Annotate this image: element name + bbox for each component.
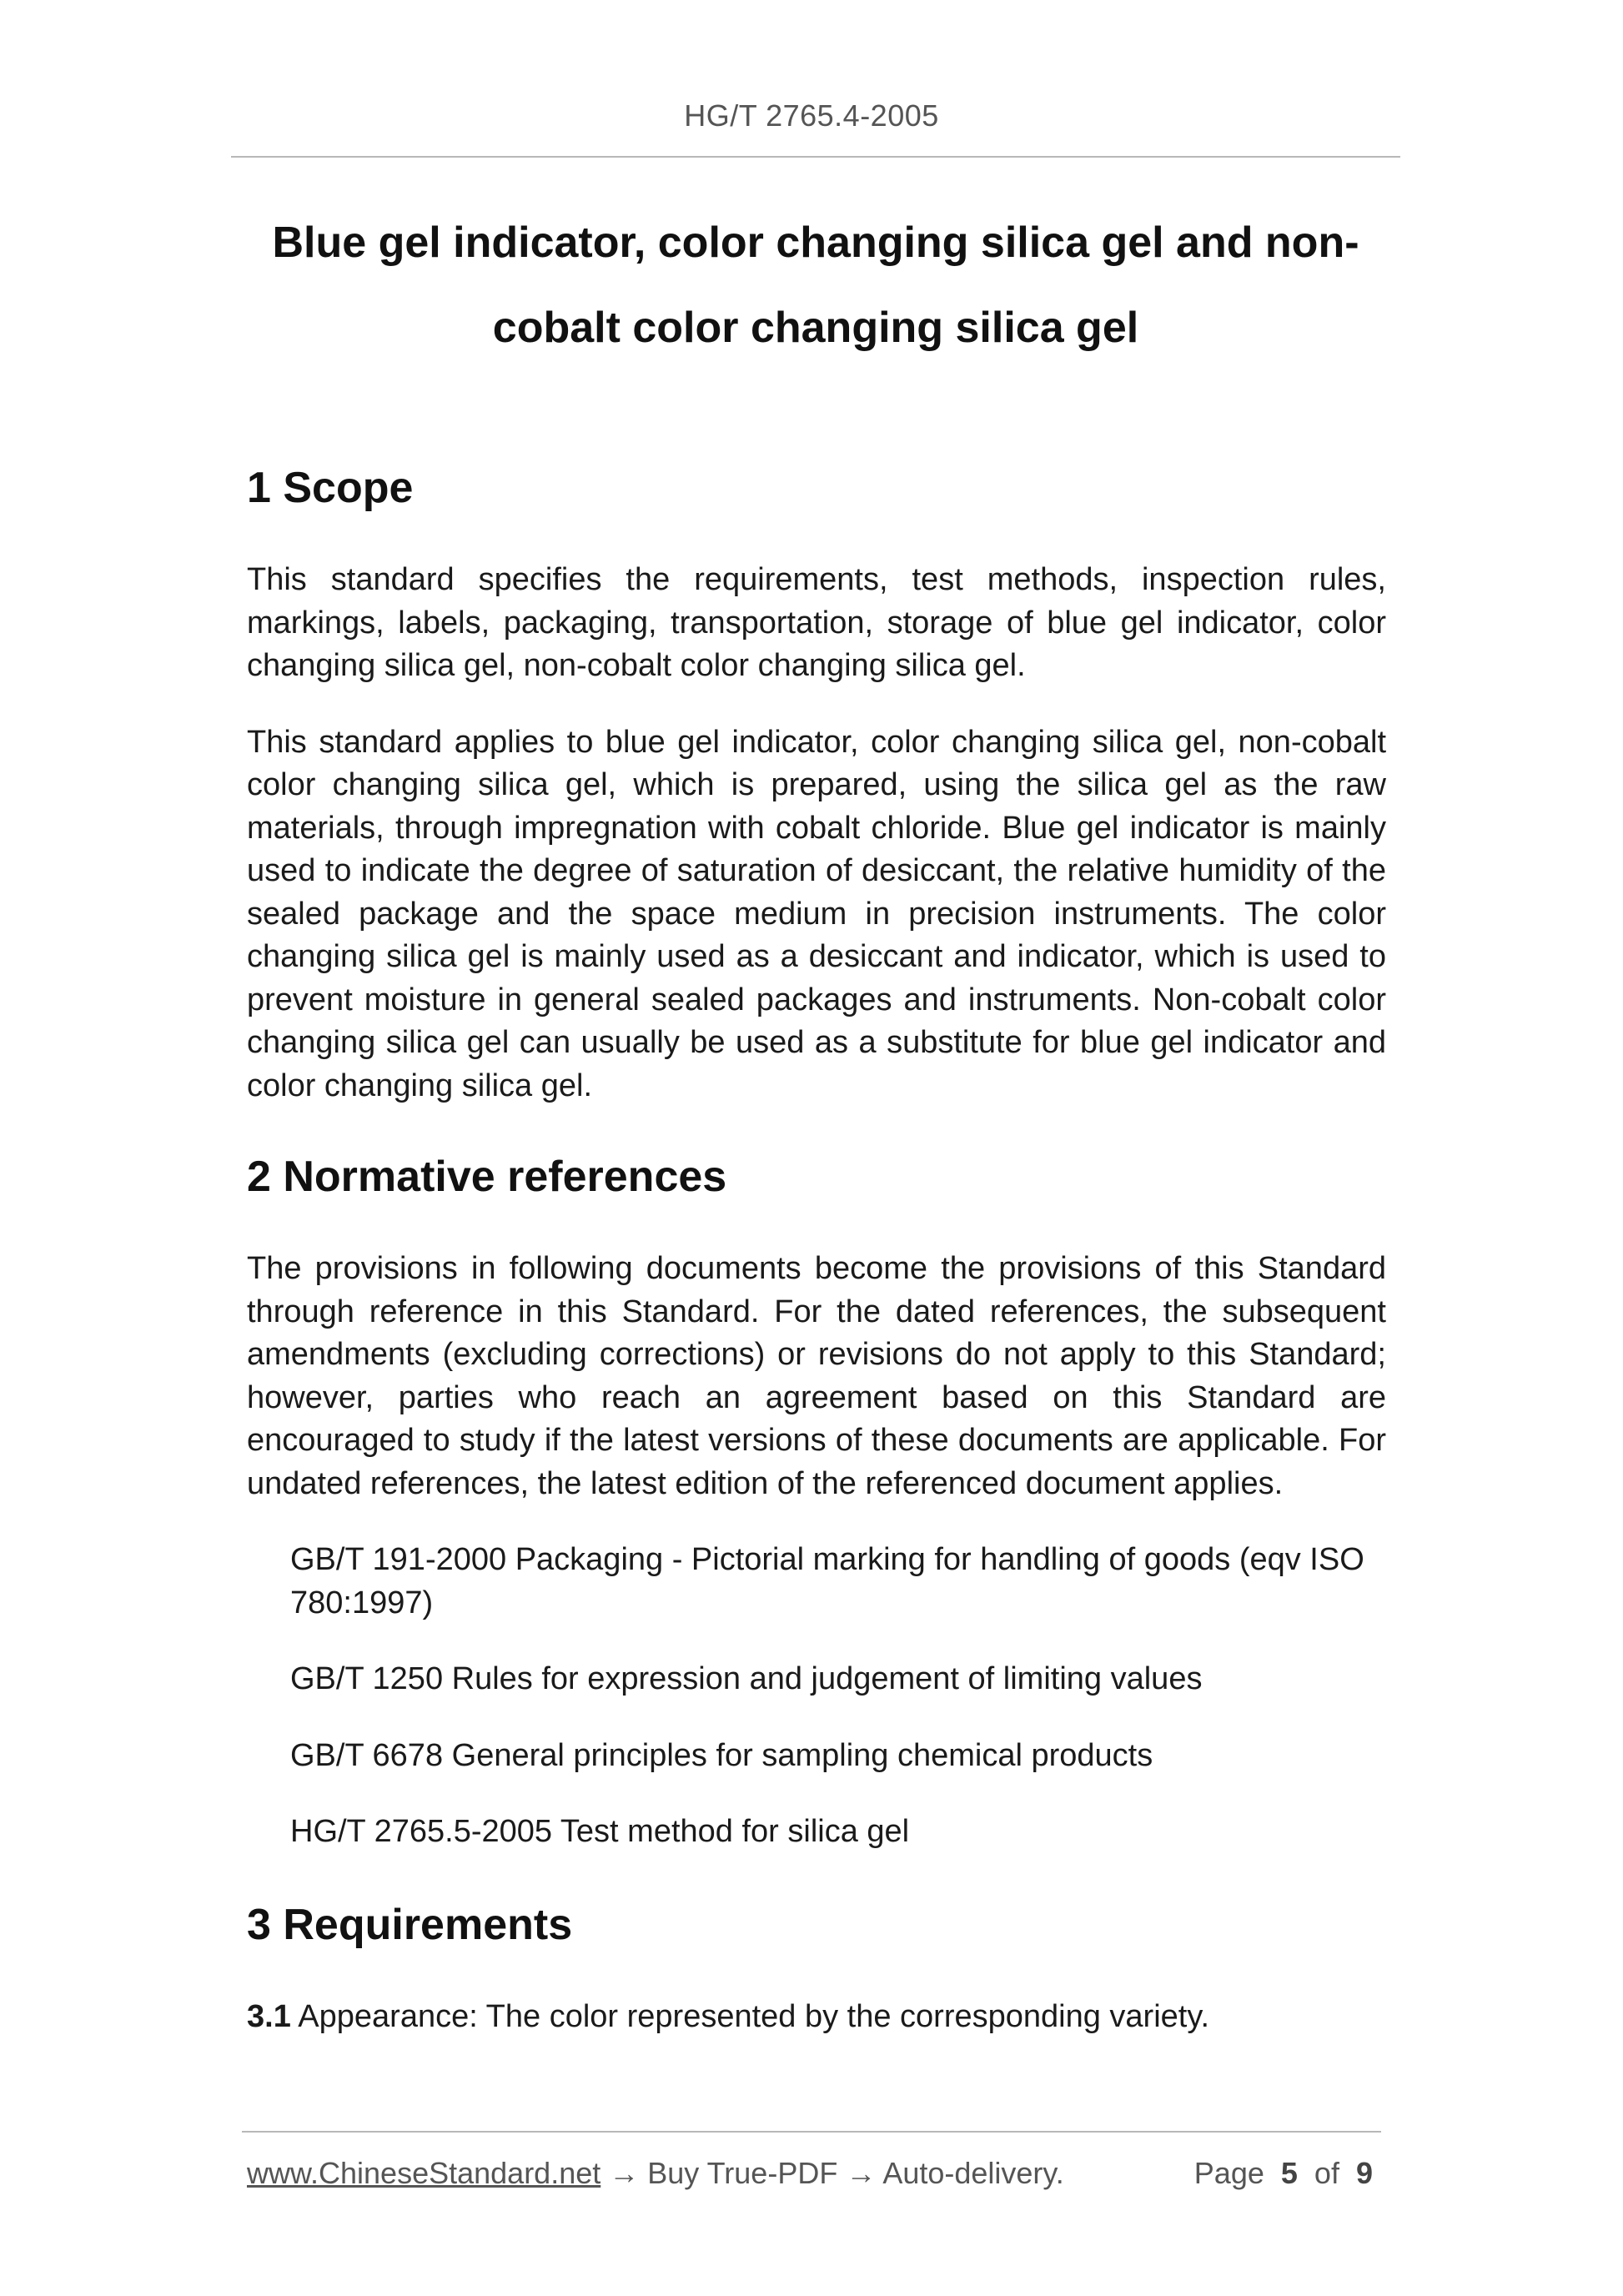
page-current: 5 <box>1280 2156 1298 2190</box>
page-total: 9 <box>1355 2156 1373 2190</box>
reference-item: GB/T 6678 General principles for sampling chemical products <box>290 1737 1153 1773</box>
reference-list <box>290 1539 1386 1854</box>
page-of: of <box>1314 2156 1339 2190</box>
footer-divider <box>242 2131 1381 2133</box>
document-title <box>231 200 1400 370</box>
header-divider <box>231 156 1400 158</box>
footer-promo: → Buy True-PDF → Auto-delivery. <box>600 2156 1064 2190</box>
document-title-line-2: cobalt color changing silica gel <box>492 304 1139 352</box>
page-label: Page <box>1193 2156 1264 2190</box>
section-heading-scope: 1 Scope <box>247 464 414 512</box>
section-heading-requirements: 3 Requirements <box>247 1900 573 1949</box>
document-title-line-1: Blue gel indicator, color changing silica gel and non- <box>272 219 1359 267</box>
page-footer <box>247 2156 1373 2191</box>
clause-text: Appearance: The color represented by the corresponding variety. <box>290 1998 1210 2034</box>
scope-paragraph-1: This standard specifies the requirements, test methods, inspection rules, markings, labels, packaging, transportation, storage of blue gel indicator, color changing silica gel, non-cobalt color changing silica gel. <box>247 562 1386 683</box>
clause-number: 3.1 <box>247 1998 291 2034</box>
normative-paragraph: The provisions in following documents become the provisions of this Standard through reference in this Standard. For the dated references, the subsequent amendments (excluding corrections) or revisions do not apply to this Standard; however, parties who reach an agreement based on this Standard are encouraged to study if the latest versions of these documents are applicable. For undated references, the latest edition of the referenced document applies. <box>247 1251 1386 1501</box>
site-link[interactable]: www.ChineseStandard.net <box>247 2156 601 2190</box>
reference-item: GB/T 1250 Rules for expression and judgement of limiting values <box>290 1661 1203 1696</box>
section-heading-normative-references: 2 Normative references <box>247 1153 727 1201</box>
page-indicator <box>1194 2156 1373 2191</box>
clause-3-1 <box>247 1996 1386 2039</box>
document-body <box>247 450 1386 2038</box>
scope-paragraph-2: This standard applies to blue gel indicator, color changing silica gel, non-cobalt color changing silica gel, which is prepared, using the silica gel as the raw materials, through impregnation with cobalt chloride. Blue gel indicator is mainly used to indicate the degree of saturation of desiccant, the relative humidity of the sealed package and the space medium in precision instruments. The color changing silica gel is mainly used as a desiccant and indicator, which is used to prevent moisture in general sealed packages and instruments. Non-cobalt color changing silica gel can usually be used as a substitute for blue gel indicator and color changing silica gel. <box>247 724 1386 1103</box>
reference-item: HG/T 2765.5-2005 Test method for silica gel <box>290 1814 910 1849</box>
header-doc-number: HG/T 2765.4-2005 <box>684 98 939 133</box>
reference-item: GB/T 191-2000 Packaging - Pictorial marking for handling of goods (eqv ISO 780:1997) <box>290 1542 1364 1620</box>
